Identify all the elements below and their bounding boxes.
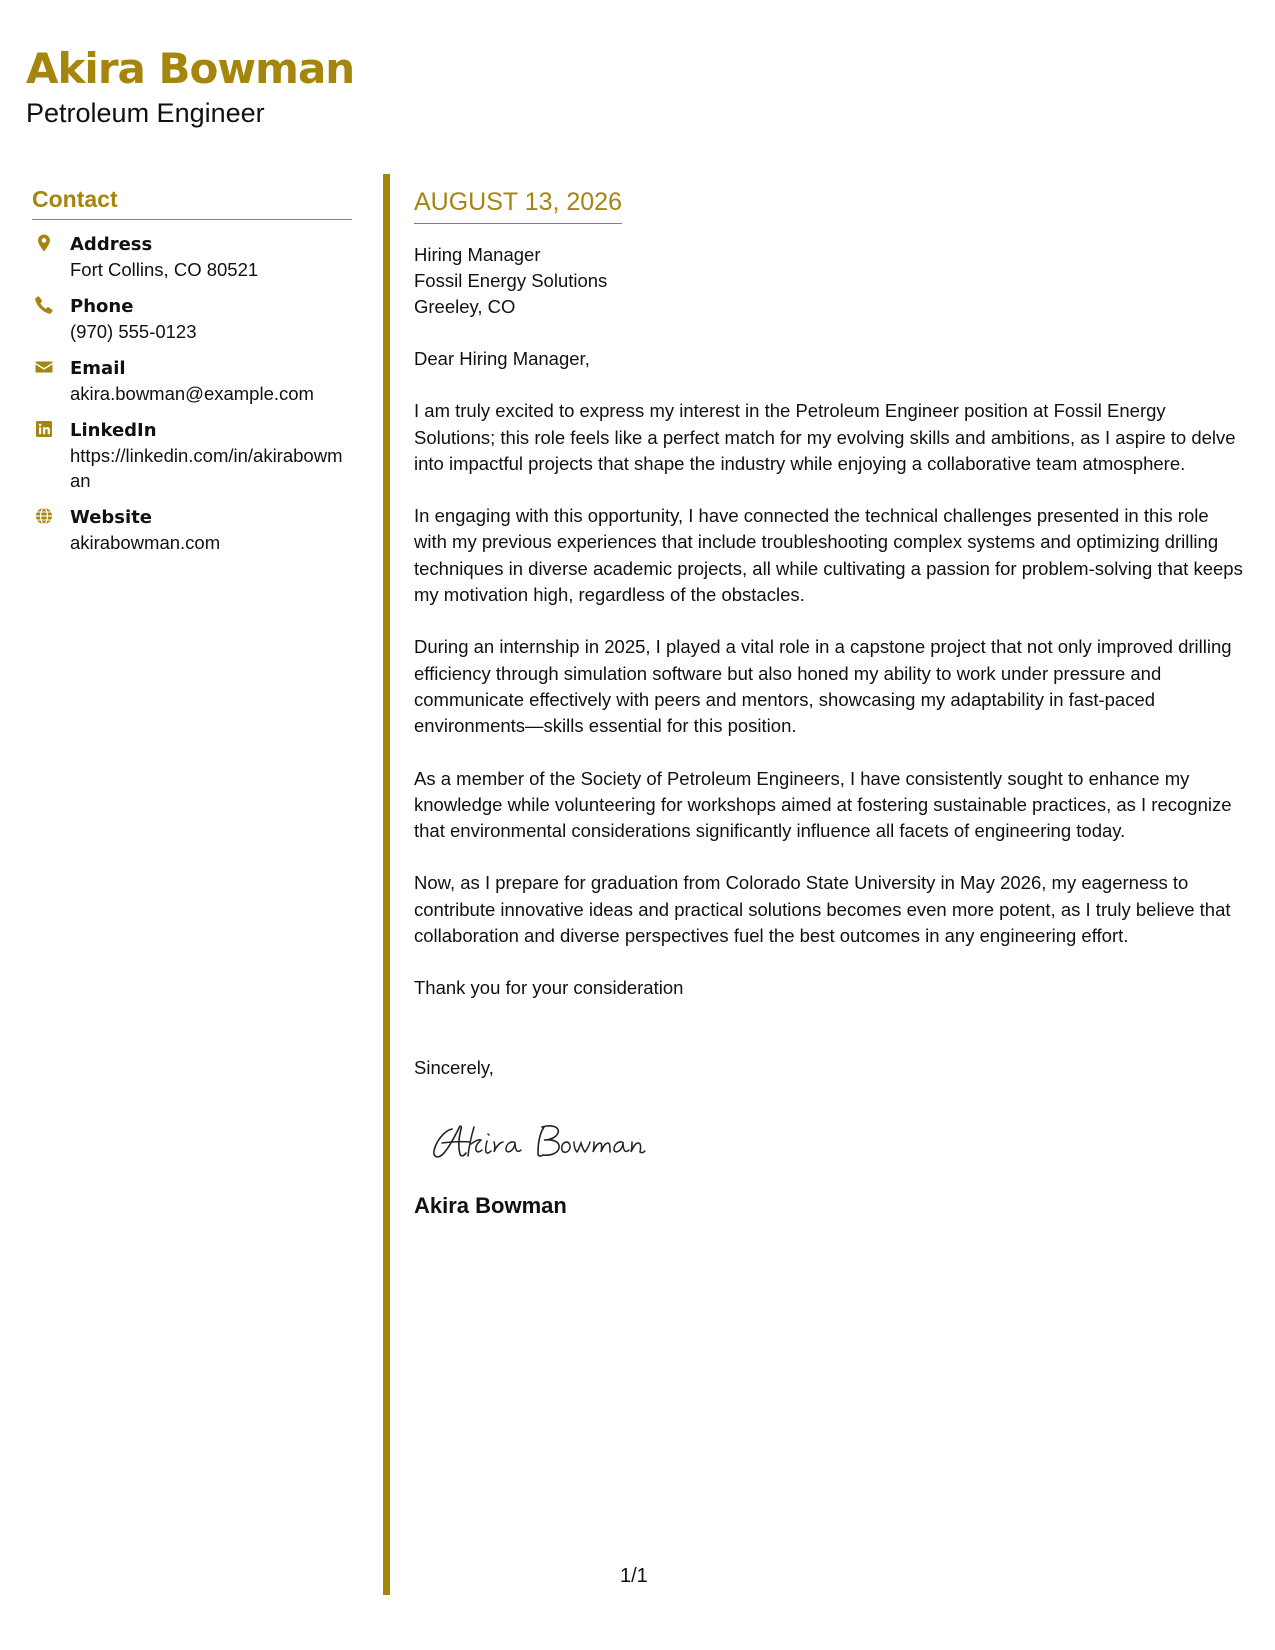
contact-label: Website [70,507,153,528]
contact-list [32,232,352,555]
map-pin-icon [34,233,54,253]
contact-heading: Contact [32,188,352,220]
contact-item-phone [32,294,352,344]
contact-label: LinkedIn [70,420,157,441]
address-value: Fort Collins, CO 80521 [70,259,259,280]
recipient-block [414,242,1246,320]
contact-item-linkedin [32,418,352,493]
body-paragraph: I am truly excited to express my interest in the Petroleum Engineer position at Fossil Energy Solutions; this role feels like a perfect match for my evolving skills and ambitions, as I aspire to delve into impactful projects that shape the industry while enjoying a collaborative team atmosphere. [414,400,1236,474]
phone-icon [34,295,54,315]
column-divider [383,174,390,1595]
sign-off: Sincerely, [414,1056,494,1078]
website-value[interactable]: akirabowman.com [70,532,221,553]
envelope-icon [34,357,54,377]
contact-label: Address [70,234,153,255]
body-paragraph: During an internship in 2025, I played a vital role in a capstone project that not only improved drilling efficiency through simulation software but also honed my ability to work under pressure and communicate effectively with peers and mentors, showcasing my adaptability in fast-paced environments—skills essential for this position. [414,636,1232,737]
linkedin-value[interactable]: https://linkedin.com/in/akirabowman [70,445,343,491]
contact-label: Phone [70,296,134,317]
recipient-location: Greeley, CO [414,296,516,317]
recipient-company: Fossil Energy Solutions [414,270,608,291]
linkedin-icon [34,419,54,439]
contact-sidebar [32,188,352,567]
contact-label: Email [70,358,126,379]
applicant-job-title: Petroleum Engineer [26,98,265,128]
greeting: Dear Hiring Manager, [414,348,590,369]
body-paragraph: In engaging with this opportunity, I have connected the technical challenges presented in this role with my previous experiences that include troubleshooting complex systems and optimizing drilling techniques in diverse academic projects, all while cultivating a passion for problem-solving that keeps my motivation high, regardless of the obstacles. [414,505,1243,606]
letter-body [414,190,1246,1217]
recipient-title: Hiring Manager [414,244,541,265]
body-paragraph: Now, as I prepare for graduation from Colorado State University in May 2026, my eagerness to contribute innovative ideas and practical solutions becomes even more potent, as I truly believe that collaboration and diverse perspectives fuel the best outcomes in any engineering effort. [414,872,1231,947]
contact-item-address [32,232,352,282]
contact-item-email [32,356,352,406]
signed-name: Akira Bowman [414,1192,567,1218]
contact-item-website [32,505,352,555]
letter-date: AUGUST 13, 2026 [414,190,622,224]
closing-thanks: Thank you for your consideration [414,977,684,999]
body-paragraph: As a member of the Society of Petroleum Engineers, I have consistently sought to enhance my knowledge while volunteering for workshops aimed at fostering sustainable practices, as I recognize that environmental considerations significantly influence all facets of engineering today. [414,767,1232,842]
applicant-name: Akira Bowman [26,44,355,93]
globe-icon [34,506,54,526]
email-value[interactable]: akira.bowman@example.com [70,383,314,404]
page-number: 1/1 [620,1565,648,1587]
handwritten-signature [424,1111,684,1171]
phone-value: (970) 555-0123 [70,321,197,342]
